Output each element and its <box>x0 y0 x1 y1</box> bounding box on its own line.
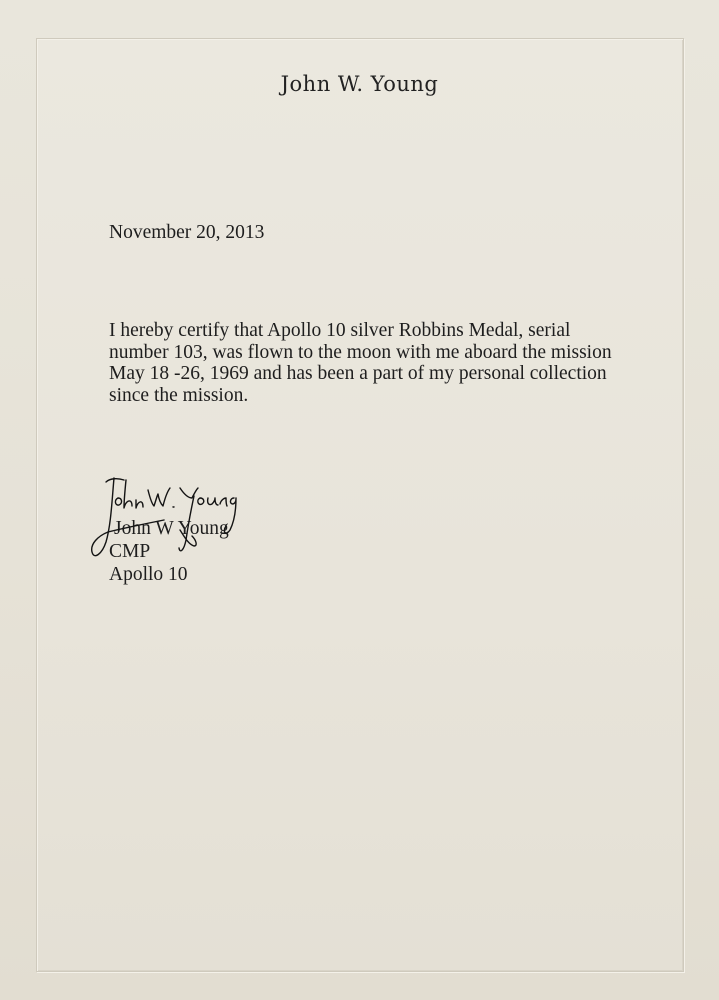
body-line: since the mission. <box>109 384 249 406</box>
body-line: I hereby certify that Apollo 10 silver Robbins Medal, serial <box>109 320 571 341</box>
handwritten-signature <box>84 470 244 570</box>
letterhead-name: John W. Young <box>280 72 439 96</box>
body-line: number 103, was flown to the moon with me aboard the mission <box>109 341 612 363</box>
signatory-title: CMP <box>109 541 151 562</box>
signatory-name: John W Young <box>114 518 229 539</box>
letter-date: November 20, 2013 <box>109 222 265 243</box>
signatory-mission: Apollo 10 <box>109 564 188 585</box>
body-line: May 18 -26, 1969 and has been a part of my personal collection <box>109 363 607 384</box>
letter-body <box>109 320 629 406</box>
